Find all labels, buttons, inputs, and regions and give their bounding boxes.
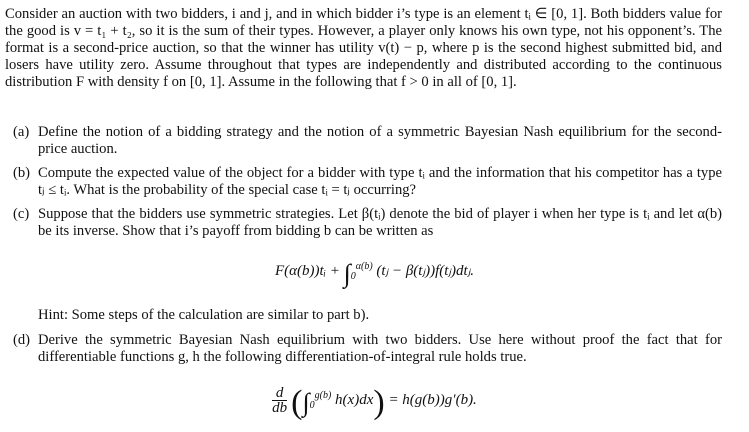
question-b xyxy=(13,165,722,199)
left-paren: ( xyxy=(291,383,303,421)
lower-limit: 0 xyxy=(350,271,356,282)
item-label: (b) xyxy=(13,165,31,181)
item-text: Suppose that the bidders use symmetric strategies. Let β(tᵢ) denote the bid of player i when her type is tᵢ and let α(b) be its inverse. Show that i’s payoff from bidding b can be written as xyxy=(38,206,722,239)
problem-intro: Consider an auction with two bidders, i and j, and in which bidder i’s type is an element tᵢ ∈ [0, 1]. Both bidders value for the good is v = t₁ + t₂, so it is the sum of their types. However, a player only knows his own type, not his opponent’s. The format is a second-price auction, so that the winner has utility v(t) − p, where p is the second highest submitted bid, and losers have utility zero. Assume throughout that types are independently and distributed according to the continuous distribution F with density f on [0, 1]. Assume in the following that f > 0 in all of [0, 1]. xyxy=(5,6,722,90)
payoff-formula xyxy=(0,258,749,288)
integrand: (tⱼ − β(tⱼ))f(tⱼ)dtⱼ. xyxy=(376,263,475,279)
right-paren: ) xyxy=(373,383,385,421)
formula-rhs: = h(g(b))g′(b). xyxy=(388,391,477,408)
differentiation-rule-formula xyxy=(0,383,749,421)
integral-sign: ∫ xyxy=(343,259,351,288)
item-label: (c) xyxy=(13,206,30,222)
integral-sign: ∫ xyxy=(302,387,310,417)
fraction-denominator: db xyxy=(272,400,288,416)
hint-text: Hint: Some steps of the calculation are similar to part b). xyxy=(38,307,370,323)
question-c xyxy=(13,206,722,240)
integrand: h(x)dx xyxy=(335,391,374,408)
upper-limit: α(b) xyxy=(355,261,373,272)
formula-left: F(α(b))tᵢ + xyxy=(274,263,344,279)
item-text: Derive the symmetric Bayesian Nash equilibrium with two bidders. Use here without proof the fact that for differentiable functions g, h the following differentiation-of-integral rule holds true. xyxy=(38,332,722,365)
question-d xyxy=(13,332,722,366)
fraction-numerator: d xyxy=(272,386,287,401)
item-text: Define the notion of a bidding strategy and the notion of a symmetric Bayesian Nash equilibrium for the second-price auction. xyxy=(38,124,722,157)
upper-limit: g(b) xyxy=(314,389,332,401)
lower-limit: 0 xyxy=(309,399,315,411)
item-label: (a) xyxy=(13,124,30,140)
item-label: (d) xyxy=(13,332,31,348)
derivative-fraction xyxy=(272,386,287,415)
question-a xyxy=(13,124,722,158)
item-text: Compute the expected value of the object for a bidder with type tᵢ and the information that his competitor has a type tⱼ ≤ tᵢ. What is the probability of the special case tᵢ = tⱼ occurring? xyxy=(38,165,722,198)
